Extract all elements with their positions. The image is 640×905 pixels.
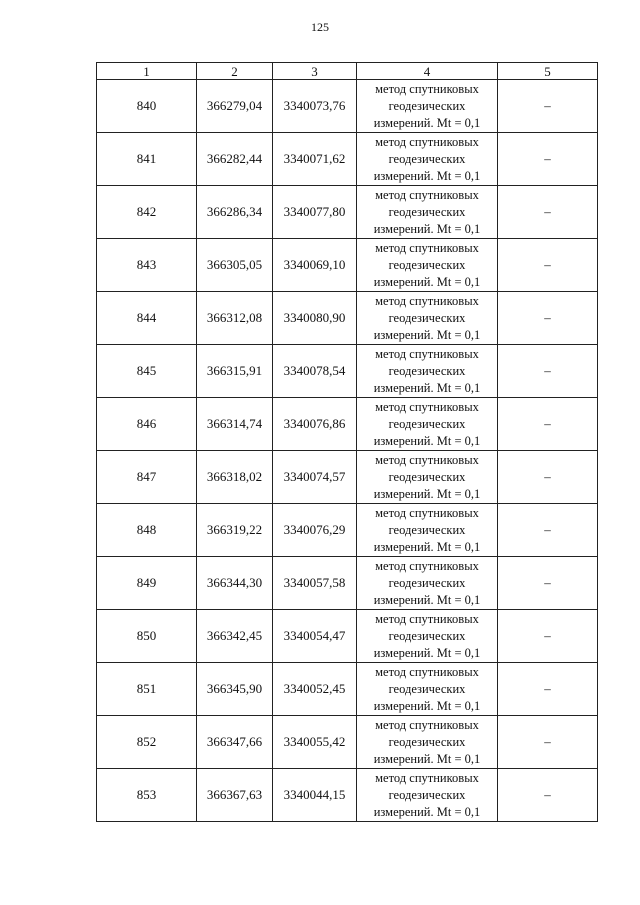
method-text-line: геодезических xyxy=(388,628,466,643)
table-row xyxy=(97,716,598,769)
x-coordinate-cell: 366314,74 xyxy=(197,398,273,451)
method-cell xyxy=(357,451,498,504)
point-number-cell: 846 xyxy=(97,398,197,451)
note-cell: – xyxy=(498,398,598,451)
x-coordinate-cell: 366318,02 xyxy=(197,451,273,504)
point-number-cell: 848 xyxy=(97,504,197,557)
note-cell: – xyxy=(498,292,598,345)
method-text-line: геодезических xyxy=(388,363,466,378)
header-col-2: 2 xyxy=(197,63,273,80)
y-coordinate-cell: 3340069,10 xyxy=(273,239,357,292)
method-text-line: геодезических xyxy=(388,734,466,749)
header-col-5: 5 xyxy=(498,63,598,80)
table-row xyxy=(97,345,598,398)
y-coordinate-cell: 3340076,86 xyxy=(273,398,357,451)
note-cell: – xyxy=(498,769,598,822)
method-cell xyxy=(357,239,498,292)
table-row xyxy=(97,504,598,557)
point-number-cell: 841 xyxy=(97,133,197,186)
point-number-cell: 845 xyxy=(97,345,197,398)
table-row xyxy=(97,451,598,504)
note-cell: – xyxy=(498,557,598,610)
method-text-line: измерений. Mt = 0,1 xyxy=(373,539,481,554)
y-coordinate-cell: 3340078,54 xyxy=(273,345,357,398)
header-col-1: 1 xyxy=(97,63,197,80)
method-text-line: метод спутниковых xyxy=(375,611,479,626)
method-text-line: измерений. Mt = 0,1 xyxy=(373,751,481,766)
method-text-line: измерений. Mt = 0,1 xyxy=(373,380,481,395)
y-coordinate-cell: 3340077,80 xyxy=(273,186,357,239)
y-coordinate-cell: 3340080,90 xyxy=(273,292,357,345)
method-text-line: измерений. Mt = 0,1 xyxy=(373,645,481,660)
method-text-line: измерений. Mt = 0,1 xyxy=(373,486,481,501)
method-text-line: геодезических xyxy=(388,98,466,113)
method-text-line: измерений. Mt = 0,1 xyxy=(373,433,481,448)
table-row xyxy=(97,398,598,451)
y-coordinate-cell: 3340057,58 xyxy=(273,557,357,610)
coordinates-table xyxy=(96,62,598,822)
method-text-line: геодезических xyxy=(388,257,466,272)
method-cell xyxy=(357,133,498,186)
method-text-line: метод спутниковых xyxy=(375,399,479,414)
method-text-line: геодезических xyxy=(388,151,466,166)
point-number-cell: 847 xyxy=(97,451,197,504)
note-cell: – xyxy=(498,716,598,769)
method-text-line: метод спутниковых xyxy=(375,770,479,785)
x-coordinate-cell: 366286,34 xyxy=(197,186,273,239)
table-row xyxy=(97,769,598,822)
method-text-line: метод спутниковых xyxy=(375,81,479,96)
note-cell: – xyxy=(498,239,598,292)
x-coordinate-cell: 366305,05 xyxy=(197,239,273,292)
x-coordinate-cell: 366342,45 xyxy=(197,610,273,663)
method-text-line: измерений. Mt = 0,1 xyxy=(373,698,481,713)
point-number-cell: 853 xyxy=(97,769,197,822)
method-text-line: метод спутниковых xyxy=(375,717,479,732)
method-text-line: геодезических xyxy=(388,204,466,219)
table-body xyxy=(97,80,598,822)
header-col-3: 3 xyxy=(273,63,357,80)
note-cell: – xyxy=(498,663,598,716)
x-coordinate-cell: 366315,91 xyxy=(197,345,273,398)
method-text-line: метод спутниковых xyxy=(375,187,479,202)
y-coordinate-cell: 3340055,42 xyxy=(273,716,357,769)
method-cell xyxy=(357,716,498,769)
point-number-cell: 850 xyxy=(97,610,197,663)
method-cell xyxy=(357,610,498,663)
point-number-cell: 844 xyxy=(97,292,197,345)
method-cell xyxy=(357,398,498,451)
note-cell: – xyxy=(498,345,598,398)
x-coordinate-cell: 366312,08 xyxy=(197,292,273,345)
note-cell: – xyxy=(498,451,598,504)
method-cell xyxy=(357,345,498,398)
method-text-line: геодезических xyxy=(388,681,466,696)
method-text-line: геодезических xyxy=(388,469,466,484)
x-coordinate-cell: 366347,66 xyxy=(197,716,273,769)
x-coordinate-cell: 366282,44 xyxy=(197,133,273,186)
method-cell xyxy=(357,292,498,345)
x-coordinate-cell: 366319,22 xyxy=(197,504,273,557)
method-text-line: геодезических xyxy=(388,310,466,325)
table-row xyxy=(97,239,598,292)
point-number-cell: 851 xyxy=(97,663,197,716)
table-row xyxy=(97,610,598,663)
table-row xyxy=(97,186,598,239)
method-cell xyxy=(357,663,498,716)
point-number-cell: 843 xyxy=(97,239,197,292)
method-text-line: метод спутниковых xyxy=(375,346,479,361)
method-text-line: метод спутниковых xyxy=(375,293,479,308)
method-text-line: метод спутниковых xyxy=(375,240,479,255)
x-coordinate-cell: 366344,30 xyxy=(197,557,273,610)
method-text-line: измерений. Mt = 0,1 xyxy=(373,804,481,819)
method-text-line: измерений. Mt = 0,1 xyxy=(373,221,481,236)
method-text-line: измерений. Mt = 0,1 xyxy=(373,592,481,607)
note-cell: – xyxy=(498,133,598,186)
table-row xyxy=(97,557,598,610)
method-text-line: измерений. Mt = 0,1 xyxy=(373,274,481,289)
x-coordinate-cell: 366279,04 xyxy=(197,80,273,133)
method-text-line: метод спутниковых xyxy=(375,505,479,520)
x-coordinate-cell: 366345,90 xyxy=(197,663,273,716)
table-row xyxy=(97,133,598,186)
method-text-line: метод спутниковых xyxy=(375,134,479,149)
table-header-row xyxy=(97,63,598,80)
y-coordinate-cell: 3340071,62 xyxy=(273,133,357,186)
point-number-cell: 852 xyxy=(97,716,197,769)
method-text-line: геодезических xyxy=(388,522,466,537)
note-cell: – xyxy=(498,610,598,663)
method-text-line: геодезических xyxy=(388,575,466,590)
method-text-line: метод спутниковых xyxy=(375,452,479,467)
y-coordinate-cell: 3340054,47 xyxy=(273,610,357,663)
header-col-4: 4 xyxy=(357,63,498,80)
method-cell xyxy=(357,186,498,239)
x-coordinate-cell: 366367,63 xyxy=(197,769,273,822)
y-coordinate-cell: 3340073,76 xyxy=(273,80,357,133)
method-text-line: метод спутниковых xyxy=(375,558,479,573)
method-text-line: измерений. Mt = 0,1 xyxy=(373,327,481,342)
note-cell: – xyxy=(498,80,598,133)
method-cell xyxy=(357,504,498,557)
y-coordinate-cell: 3340076,29 xyxy=(273,504,357,557)
table-row xyxy=(97,663,598,716)
y-coordinate-cell: 3340074,57 xyxy=(273,451,357,504)
method-text-line: измерений. Mt = 0,1 xyxy=(373,115,481,130)
page-number: 125 xyxy=(311,20,329,34)
method-text-line: геодезических xyxy=(388,416,466,431)
note-cell: – xyxy=(498,186,598,239)
y-coordinate-cell: 3340044,15 xyxy=(273,769,357,822)
method-cell xyxy=(357,80,498,133)
table-row xyxy=(97,292,598,345)
method-text-line: геодезических xyxy=(388,787,466,802)
method-text-line: измерений. Mt = 0,1 xyxy=(373,168,481,183)
point-number-cell: 840 xyxy=(97,80,197,133)
method-text-line: метод спутниковых xyxy=(375,664,479,679)
point-number-cell: 849 xyxy=(97,557,197,610)
note-cell: – xyxy=(498,504,598,557)
y-coordinate-cell: 3340052,45 xyxy=(273,663,357,716)
method-cell xyxy=(357,557,498,610)
method-cell xyxy=(357,769,498,822)
table-row xyxy=(97,80,598,133)
point-number-cell: 842 xyxy=(97,186,197,239)
